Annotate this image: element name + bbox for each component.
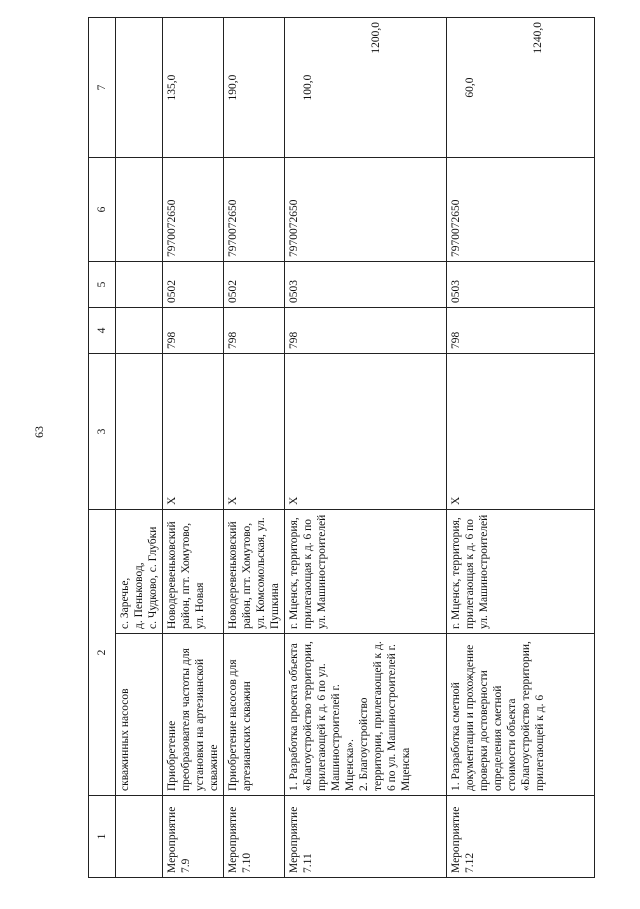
description-cell: Приобретение насосов для артезианских скважин [224,634,285,796]
measure-cell: Мероприятие 7.10 [224,796,285,878]
description-cell: Приобретение преобразователя частоты для установки на артезианской скважине [163,634,224,796]
col7-cell [447,18,595,158]
description-cell: скважинных насосов [116,634,163,796]
col7-value: 100,0 [302,74,315,101]
col5-cell: 0502 [224,262,285,308]
col7-cell [116,18,163,158]
table-row [224,18,285,878]
col7-cell [285,18,447,158]
location-cell: Новодеревеньковский район, пгт. Хомутово, ул. Комсомольская, ул. Пушкина [224,510,285,634]
budget-table [88,17,595,878]
col6-cell: 7970072650 [163,158,224,262]
measure-cell: Мероприятие 7.12 [447,796,595,878]
col6-cell: 7970072650 [224,158,285,262]
location-cell: с. Заречье, д. Пеньковод, с. Чудково, с. Глубки [116,510,163,634]
budget-table-wrapper [88,18,584,878]
header-col-1: 1 [89,796,116,878]
row-total: 1240,0 [532,22,545,54]
col4-cell: 798 [163,308,224,354]
col6-cell [116,158,163,262]
col5-cell: 0503 [285,262,447,308]
location-cell: г. Мценск, территория, прилегающая к д. 6 по ул. Машиностроителей [285,510,447,634]
header-col-7: 7 [89,18,116,158]
table-row [163,18,224,878]
col5-cell [116,262,163,308]
location-cell: Новодеревеньковский район, пгт. Хомутово, ул. Новая [163,510,224,634]
col3-cell: Х [447,354,595,510]
measure-cell [116,796,163,878]
page-number: 63 [32,426,46,438]
header-col-6: 6 [89,158,116,262]
col3-cell: Х [285,354,447,510]
col4-cell [116,308,163,354]
header-col-3: 3 [89,354,116,510]
description-cell: 1. Разработка сметной документации и прохождение проверки достоверности определения сметной стоимости объекта «Благоустройство территории, прилегающей к д. 6 [447,634,595,796]
col4-cell: 798 [224,308,285,354]
description-cell: 1. Разработка проекта объекта «Благоустройство территории, прилегающей к д. 6 по ул. Машиностроителей г. Мценска». 2. Благоустройство территории, прилегающей к д. 6 по ул. Машиностроителей г. Мценска [285,634,447,796]
col5-cell: 0503 [447,262,595,308]
table-row [447,18,595,878]
col5-cell: 0502 [163,262,224,308]
header-col-4: 4 [89,308,116,354]
location-cell: г. Мценск, территория, прилегающая к д. 6 по ул. Машиностроителей [447,510,595,634]
col6-cell: 7970072650 [447,158,595,262]
col3-cell [116,354,163,510]
col4-cell: 798 [447,308,595,354]
col3-cell: Х [163,354,224,510]
header-col-2: 2 [89,510,116,796]
col4-cell: 798 [285,308,447,354]
col3-cell: Х [224,354,285,510]
col6-cell: 7970072650 [285,158,447,262]
table-row [116,18,163,878]
table-row [285,18,447,878]
col7-value: 60,0 [464,77,477,98]
measure-cell: Мероприятие 7.11 [285,796,447,878]
row-total: 1200,0 [370,22,383,54]
col7-cell: 135,0 [163,18,224,158]
col7-cell: 190,0 [224,18,285,158]
measure-cell: Мероприятие 7.9 [163,796,224,878]
header-col-5: 5 [89,262,116,308]
header-row [89,18,116,878]
